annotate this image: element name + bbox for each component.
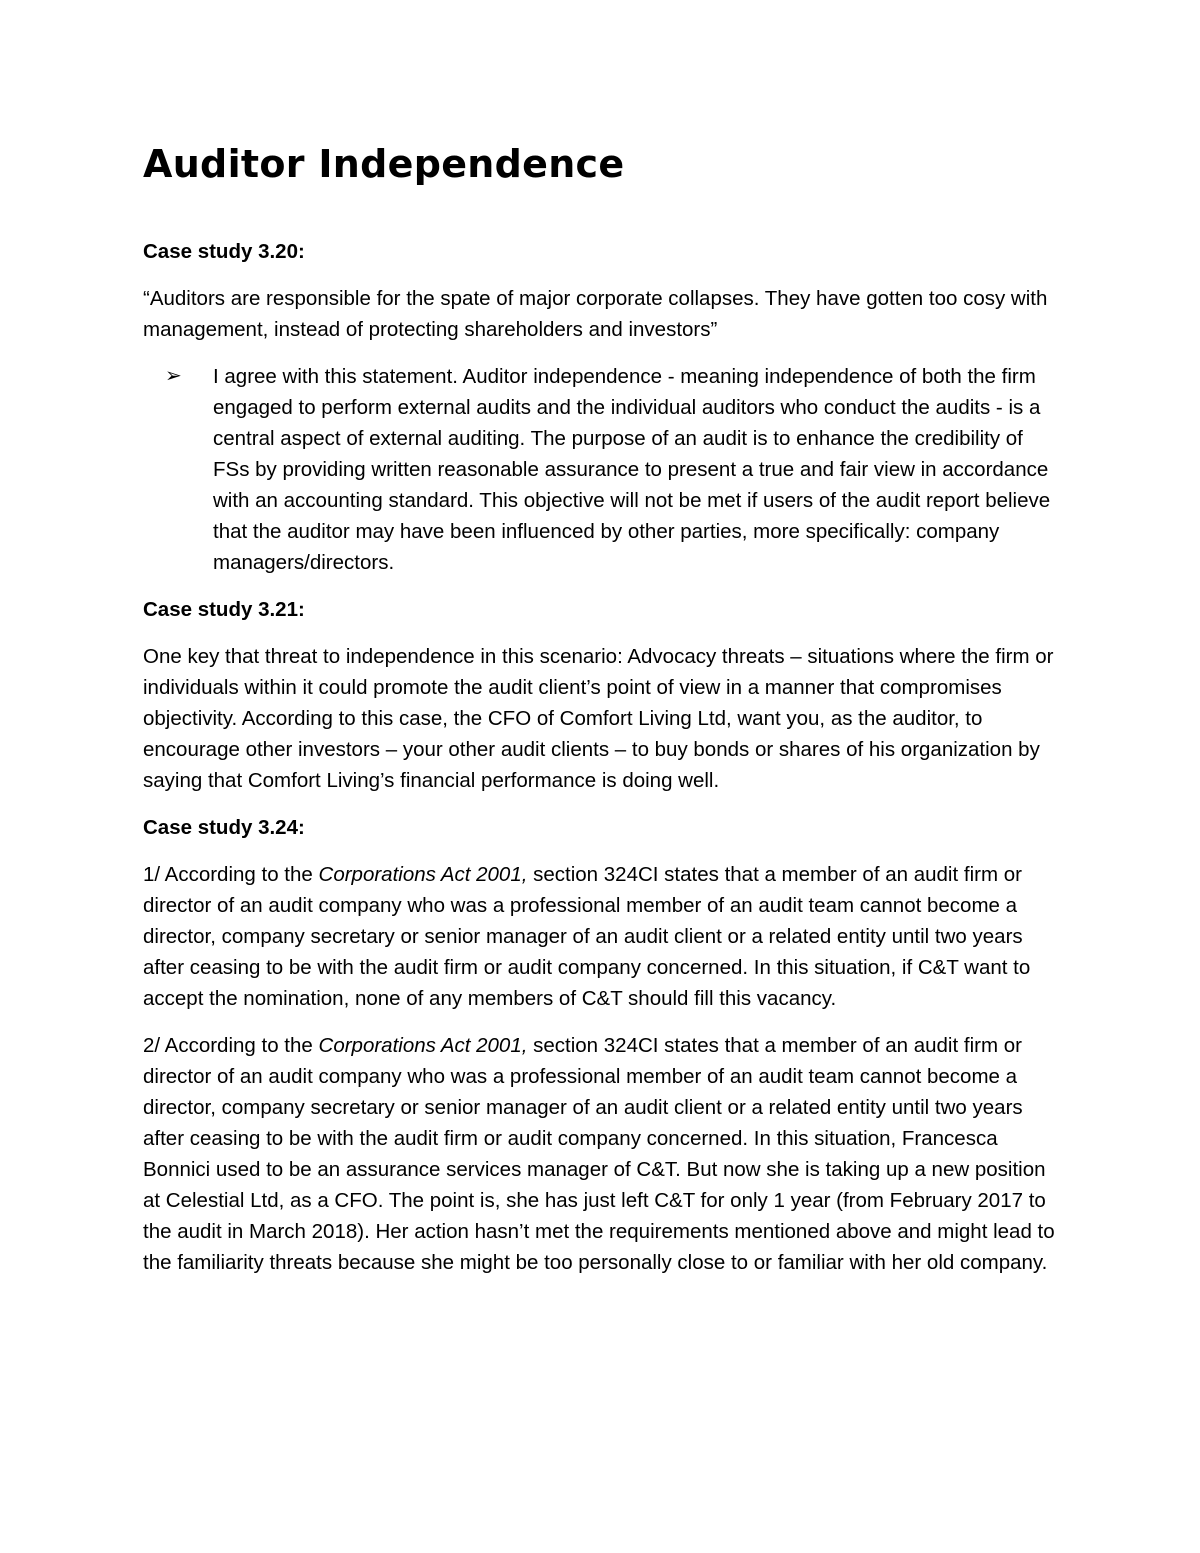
paragraph-1-rest: section 324CI states that a member of an audit firm or director of an audit company who was a professional member of an audit team cannot become a director, company secretary or senior manager of an audit client or a related entity until two years after ceasing to be with the audit firm or audit company concerned. In this situation, if C&T want to accept the nomination, none of any members of C&T should fill this vacancy. (143, 863, 1031, 1010)
section-heading-3-20: Case study 3.20: (143, 240, 305, 263)
act-name: Corporations Act 2001, (318, 863, 528, 886)
section-heading-3-24: Case study 3.24: (143, 816, 305, 839)
document-body (143, 236, 1063, 1294)
bullet-text: I agree with this statement. Auditor independence - meaning independence of both the firm engaged to perform external audits and the individual auditors who conduct the audits - is a central aspect of external auditing. The purpose of an audit is to enhance the credibility of FSs by providing written reasonable assurance to present a true and fair view in accordance with an accounting standard. This objective will not be met if users of the audit report believe that the auditor may have been influenced by other parties, more specifically: company managers/directors. (213, 365, 1051, 574)
arrow-bullet-icon: ➢ (165, 365, 182, 387)
paragraph-2-rest: section 324CI states that a member of an audit firm or director of an audit company who was a professional member of an audit team cannot become a director, company secretary or senior manager of an audit client or a related entity until two years after ceasing to be with the audit firm or audit company concerned. In this situation, Francesca Bonnici used to be an assurance services manager of C&T. But now she is taking up a new position at Celestial Ltd, as a CFO. The point is, she has just left C&T for only 1 year (from February 2017 to the audit in March 2018). Her action hasn’t met the requirements mentioned above and might lead to the familiarity threats because she might be too personally close to or familiar with her old company. (143, 1034, 1055, 1274)
paragraph-1-lead: 1/ According to the (143, 863, 319, 886)
section-heading-3-21: Case study 3.21: (143, 598, 305, 621)
paragraph-2-lead: 2/ According to the (143, 1034, 319, 1057)
paragraph-2 (143, 1030, 1063, 1278)
advocacy-paragraph: One key that threat to independence in this scenario: Advocacy threats – situations where the firm or individuals within it could promote the audit client’s point of view in a manner that compromises objectivity. According to this case, the CFO of Comfort Living Ltd, want you, as the auditor, to encourage other investors – your other audit clients – to buy bonds or shares of his organization by saying that Comfort Living’s financial performance is doing well. (143, 645, 1054, 792)
act-name: Corporations Act 2001, (318, 1034, 528, 1057)
paragraph-1 (143, 859, 1063, 1014)
document-title: Auditor Independence (143, 142, 625, 186)
quote-paragraph: “Auditors are responsible for the spate of major corporate collapses. They have gotten too cosy with management, instead of protecting shareholders and investors” (143, 287, 1048, 341)
bullet-item (165, 361, 1063, 578)
